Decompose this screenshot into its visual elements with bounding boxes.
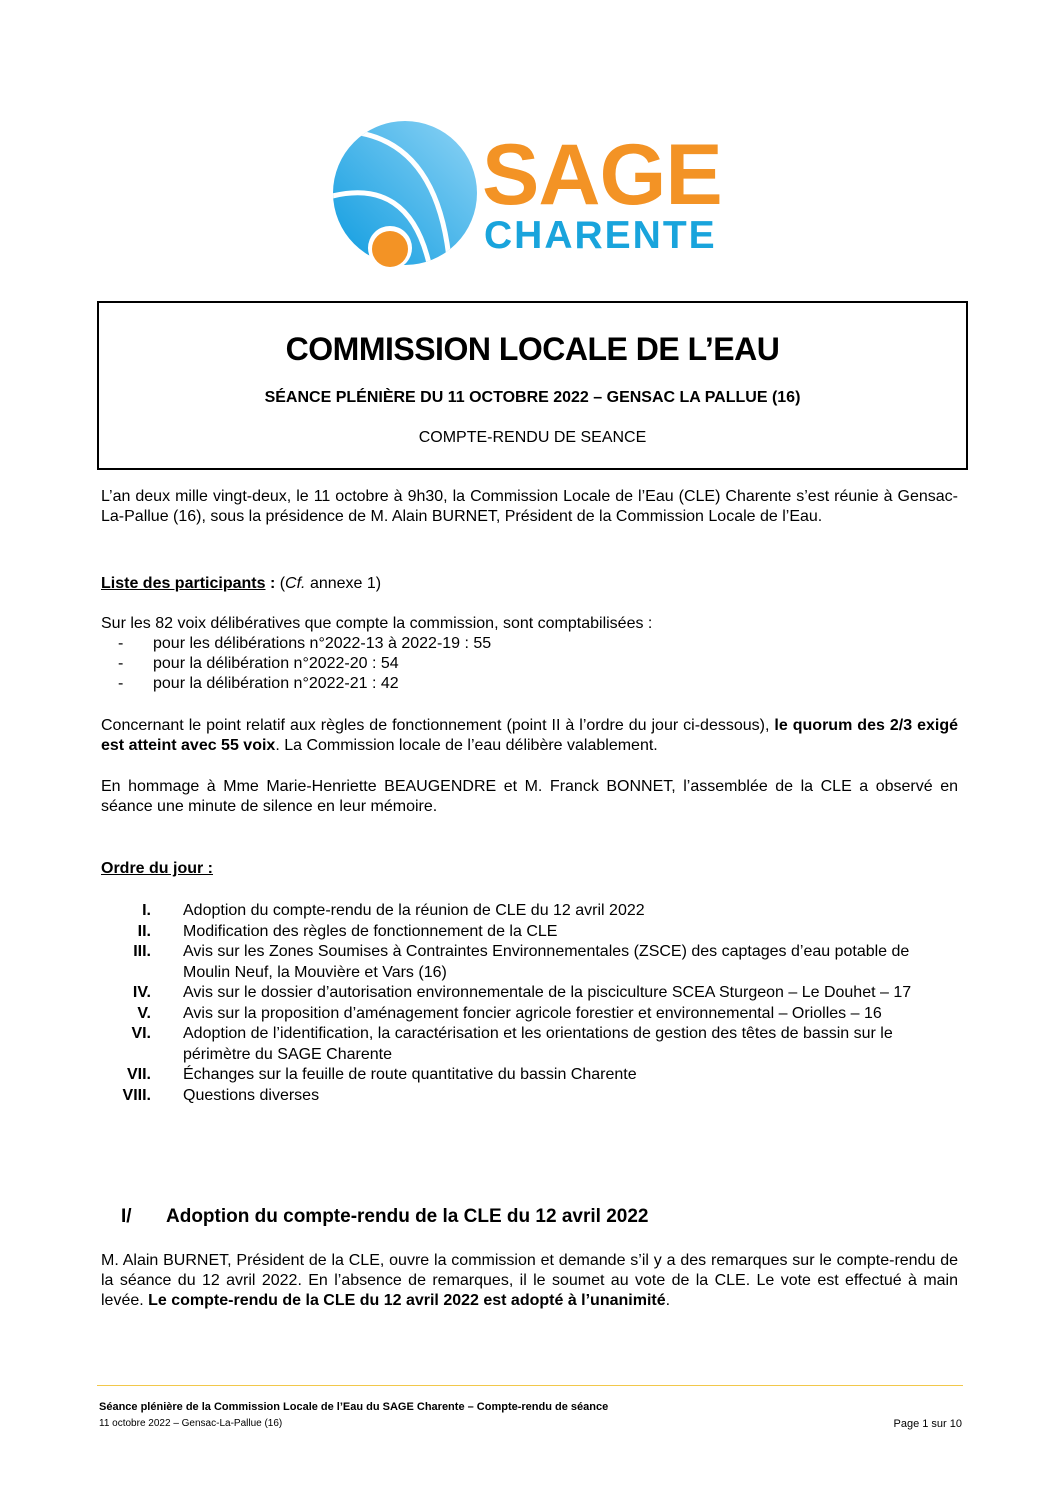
agenda-item-text: Adoption de l’identification, la caractérisation et les orientations de gestion des têtes de bassin sur le périmètre du SAGE Charente — [183, 1025, 893, 1063]
votes-item-text: pour les délibérations n°2022-13 à 2022-19 : 55 — [153, 635, 492, 652]
participants-ref-rest: annexe 1) — [305, 575, 382, 592]
agenda-item-text: Adoption du compte-rendu de la réunion de CLE du 12 avril 2022 — [183, 902, 645, 919]
agenda-list — [101, 901, 958, 1106]
page-number: Page 1 sur 10 — [893, 1418, 962, 1430]
section-title: Adoption du compte-rendu de la CLE du 12 avril 2022 — [166, 1206, 649, 1227]
logo-charente-text: CHARENTE — [484, 214, 717, 257]
footer-divider — [97, 1385, 963, 1386]
agenda-item — [101, 1065, 958, 1086]
participants-ref-cf: Cf. — [285, 575, 306, 592]
agenda-item — [101, 983, 958, 1004]
logo-sage-text: SAGE — [482, 127, 722, 223]
agenda-item-number: III. — [133, 943, 151, 960]
document-type: COMPTE-RENDU DE SEANCE — [418, 429, 647, 446]
agenda-item — [101, 922, 958, 943]
agenda-item-text: Avis sur les Zones Soumises à Contraintes Environnementales (ZSCE) des captages d’eau potable de Moulin Neuf, la Mouvière et Vars (16) — [183, 943, 910, 981]
section1-bold: Le compte-rendu de la CLE du 12 avril 2022 est adopté à l’unanimité — [148, 1292, 666, 1309]
agenda-item — [101, 1004, 958, 1025]
footer-title: Séance plénière de la Commission Locale de l’Eau du SAGE Charente – Compte-rendu de séance — [99, 1401, 609, 1413]
agenda-item-text: Avis sur la proposition d’aménagement foncier agricole forestier et environnemental – Oriolles – 16 — [183, 1004, 882, 1022]
agenda-item-text: Avis sur le dossier d’autorisation environnementale de la pisciculture SCEA Sturgeon – Le Douhet – 17 — [183, 984, 912, 1001]
votes-intro: Sur les 82 voix délibératives que compte la commission, sont comptabilisées : — [101, 615, 653, 632]
agenda-item — [101, 1024, 958, 1065]
quorum-bold: le quorum des 2/3 exigé est atteint avec 55 voix — [101, 717, 958, 754]
votes-item-text: pour la délibération n°2022-21 : 42 — [153, 675, 399, 692]
document-title: COMMISSION LOCALE DE L’EAU — [285, 331, 780, 367]
votes-list-item — [101, 654, 958, 674]
dash-bullet-icon: - — [118, 675, 124, 692]
agenda-item-number: II. — [137, 922, 151, 940]
agenda-item-number: VIII. — [122, 1086, 151, 1104]
section1-end: . — [665, 1292, 671, 1309]
votes-list-item — [101, 634, 958, 654]
votes-list — [101, 634, 958, 694]
section-number: I/ — [121, 1206, 132, 1227]
votes-list-item — [101, 674, 958, 694]
participants-label: Liste des participants — [101, 575, 266, 592]
section1-text: M. Alain BURNET, Président de la CLE, ouvre la commission et demande s’il y a des remarques sur le compte-rendu de la séance du 12 avril 2022. En l’absence de remarques, il le soumet au vote de la CLE. Le vote est effectué à main levée. — [101, 1252, 958, 1309]
agenda-item-number: VI. — [131, 1025, 151, 1042]
section1-paragraph — [101, 1251, 958, 1311]
agenda-item — [101, 942, 958, 983]
dash-bullet-icon: - — [118, 635, 124, 652]
agenda-item-number: V. — [137, 1004, 151, 1022]
agenda-item — [101, 1086, 958, 1107]
globe-logo-icon — [330, 118, 480, 268]
participants-line — [101, 574, 958, 594]
agenda-title: Ordre du jour : — [101, 860, 213, 877]
participants-colon: : — [265, 575, 280, 592]
quorum-paragraph — [101, 716, 958, 756]
quorum-text-1: Concernant le point relatif aux règles de fonctionnement (point II à l’ordre du jour ci-dessous), — [101, 717, 775, 734]
dash-bullet-icon: - — [118, 655, 124, 672]
agenda-item-number: VII. — [126, 1066, 151, 1083]
intro-paragraph: L’an deux mille vingt-deux, le 11 octobre à 9h30, la Commission Locale de l’Eau (CLE) Charente s’est réunie à Gensac-La-Pallue (16), sous la présidence de M. Alain BURNET, Président de la Commission Locale de l’Eau. — [101, 488, 958, 525]
sage-charente-logo — [330, 118, 730, 268]
agenda-item-number: I. — [142, 902, 151, 919]
agenda-item-text: Questions diverses — [183, 1086, 320, 1104]
document-subtitle: SÉANCE PLÉNIÈRE DU 11 OCTOBRE 2022 – GENSAC LA PALLUE (16) — [264, 389, 801, 406]
title-box — [97, 301, 968, 470]
participants-ref-open: ( — [279, 575, 286, 592]
agenda-item-number: IV. — [132, 984, 151, 1001]
agenda-item-text: Modification des règles de fonctionnement de la CLE — [183, 922, 558, 940]
agenda-item — [101, 901, 958, 922]
votes-item-text: pour la délibération n°2022-20 : 54 — [153, 655, 399, 672]
section-heading — [121, 1206, 648, 1228]
hommage-paragraph: En hommage à Mme Marie-Henriette BEAUGENDRE et M. Franck BONNET, l’assemblée de la CLE a observé en séance une minute de silence en leur mémoire. — [101, 778, 958, 815]
quorum-text-2: . La Commission locale de l’eau délibère valablement. — [275, 737, 658, 754]
agenda-item-text: Échanges sur la feuille de route quantitative du bassin Charente — [183, 1066, 637, 1083]
footer-date-location: 11 octobre 2022 – Gensac-La-Pallue (16) — [99, 1418, 283, 1429]
